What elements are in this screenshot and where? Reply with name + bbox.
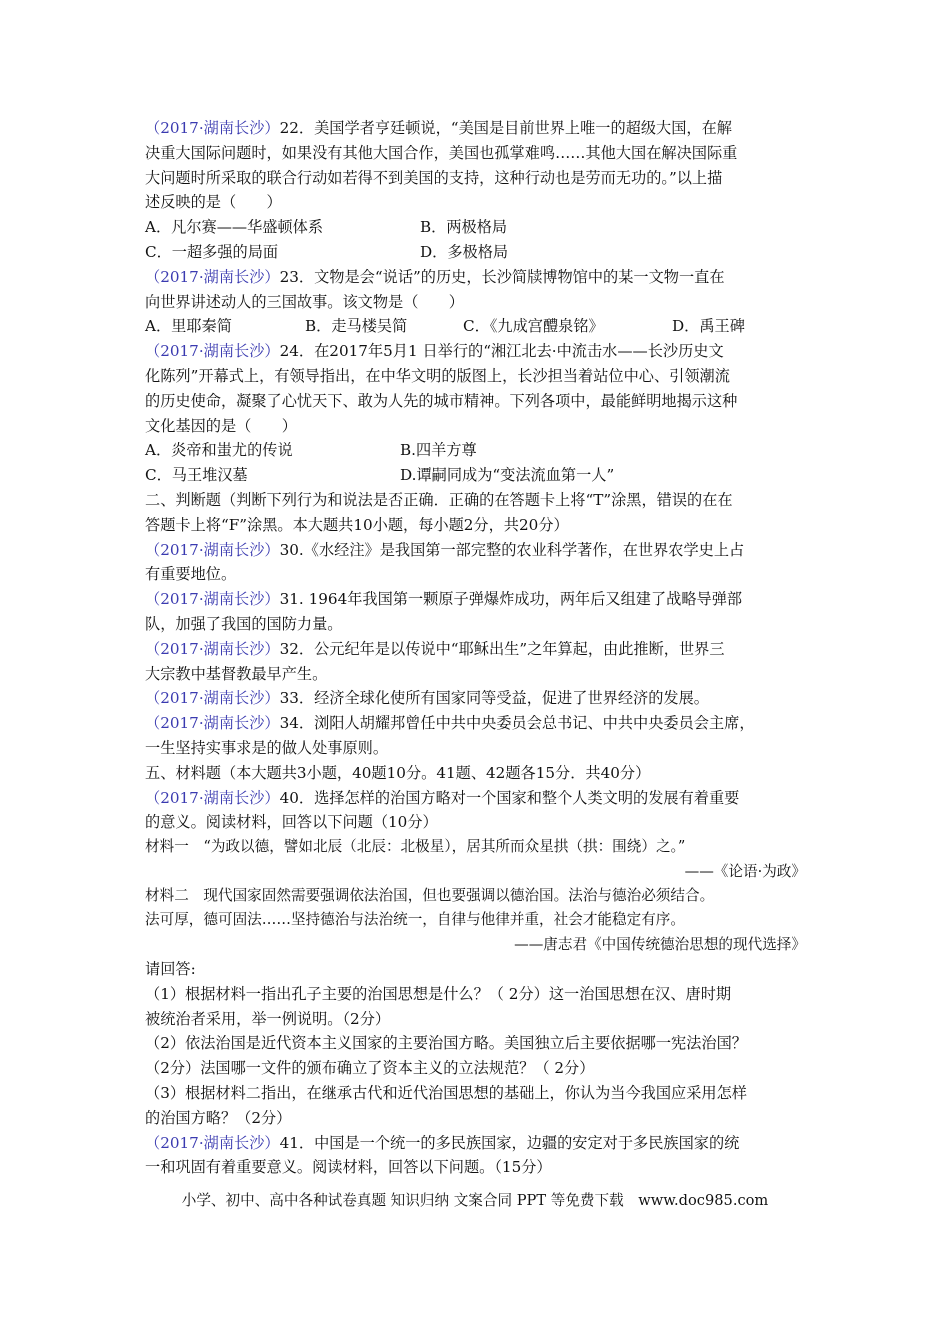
option-b: B．两极格局 (420, 218, 508, 237)
q30-line-1: （2017·湖南长沙）30.《水经注》是我国第一部完整的农业科学著作，在世界农学史上占 (145, 540, 745, 559)
source-tag: （2017·湖南长沙） (145, 788, 280, 807)
source-tag: （2017·湖南长沙） (145, 689, 280, 708)
option-a: A．凡尔赛——华盛顿体系 (145, 218, 324, 237)
q40-sub-2: （2）依法治国是近代资本主义国家的主要治国方略。美国独立后主要依据哪一宪法治国？ (145, 1034, 747, 1053)
option-a: A．里耶秦简 (145, 317, 232, 336)
q31-line-2: 队，加强了我国的国防力量。 (145, 614, 343, 633)
material-2-line-1: 材料二 现代国家固然需要强调依法治国，但也要强调以德治国。法治与德治必须结合。 (145, 886, 715, 904)
q23-options-row (145, 314, 810, 339)
source-tag: （2017·湖南长沙） (145, 540, 280, 559)
q24-line-2: 化陈列”开幕式上，有领导指出，在中华文明的版图上，长沙担当着站位中心、引领潮流 (145, 366, 730, 385)
q22-line-4: 述反映的是（ ） (145, 193, 282, 212)
q22-options-row-2 (145, 240, 810, 265)
q24-line-3: 的历史使命，凝聚了心忧天下、敢为人先的城市精神。下列各项中，最能鲜明地揭示这种 (145, 391, 738, 410)
source-tag: （2017·湖南长沙） (145, 714, 280, 733)
q24-options-row-2 (145, 463, 810, 488)
source-tag: （2017·湖南长沙） (145, 267, 280, 286)
q22-options-row-1 (145, 215, 810, 240)
option-c: C．马王堆汉墓 (145, 466, 248, 485)
exam-page (145, 116, 810, 1180)
q40-line-1: （2017·湖南长沙）40．选择怎样的治国方略对一个国家和整个人类文明的发展有着重要 (145, 788, 740, 807)
material-1: 材料一 “为政以德，譬如北辰（北辰：北极星），居其所而众星拱（拱：围绕）之。” (145, 838, 686, 856)
q23-line-1: （2017·湖南长沙）23．文物是会“说话”的历史，长沙简牍博物馆中的某一文物一直在 (145, 267, 725, 286)
section-5-heading: 五、材料题（本大题共3小题，40题10分。41题、42题各15分．共40分） (145, 763, 651, 782)
option-b: B.四羊方尊 (400, 441, 477, 460)
answer-prompt: 请回答: (145, 960, 196, 979)
q40-sub-3: （3）根据材料二指出，在继承古代和近代治国思想的基础上，你认为当今我国应采用怎样 (145, 1084, 747, 1103)
q33-line-1: （2017·湖南长沙）33．经济全球化使所有国家同等受益，促进了世界经济的发展。 (145, 689, 709, 708)
material-2-source: ——唐志君《中国传统德治思想的现代选择》 (514, 935, 806, 953)
option-d: D．禹王碑 (672, 317, 745, 336)
option-d: D.谭嗣同成为“变法流血第一人” (400, 466, 615, 485)
q22-line-3: 大问题时所采取的联合行动如若得不到美国的支持，这种行动也是劳而无功的。”以上描 (145, 168, 723, 187)
q40-sub-1: （1）根据材料一指出孔子主要的治国思想是什么？（ 2分）这一治国思想在汉、唐时期 (145, 984, 732, 1003)
q31-line-1: （2017·湖南长沙）31. 1964年我国第一颗原子弹爆炸成功，两年后又组建了战略导弹部 (145, 590, 743, 609)
option-b: B．走马楼吴简 (305, 317, 408, 336)
q32-line-1: （2017·湖南长沙）32．公元纪年是以传说中“耶稣出生”之年算起，由此推断，世界三 (145, 639, 725, 658)
q24-line-4: 文化基因的是（ ） (145, 416, 297, 435)
source-tag: （2017·湖南长沙） (145, 1133, 280, 1152)
q22-line-2: 决重大国际问题时，如果没有其他大国合作，美国也孤掌难鸣……其他大国在解决国际重 (145, 143, 738, 162)
q34-line-2: 一生坚持实事求是的做人处事原则。 (145, 738, 388, 757)
q30-line-2: 有重要地位。 (145, 565, 237, 584)
q40-sub-3-cont: 的治国方略？（2分） (145, 1108, 292, 1127)
section-2-heading: 二、判断题（判断下列行为和说法是否正确．正确的在答题卡上将“T”涂黑，错误的在在 (145, 490, 733, 509)
option-d: D．多极格局 (420, 242, 509, 261)
source-tag: （2017·湖南长沙） (145, 342, 280, 361)
q24-line-1: （2017·湖南长沙）24．在2017年5月1 日举行的“湘江北去·中流击水——长沙历史文 (145, 342, 724, 361)
material-1-source: ——《论语·为政》 (684, 862, 806, 880)
option-c: C．《九成宫醴泉铭》 (463, 317, 604, 336)
option-a: A．炎帝和蚩尤的传说 (145, 441, 293, 460)
option-c: C．一超多强的局面 (145, 242, 279, 261)
q34-line-1: （2017·湖南长沙）34．浏阳人胡耀邦曾任中共中央委员会总书记、中共中央委员会主席， (145, 714, 755, 733)
q22-line-1: （2017·湖南长沙）22．美国学者亨廷顿说，“美国是目前世界上唯一的超级大国，在解 (145, 119, 732, 137)
source-tag: （2017·湖南长沙） (145, 639, 280, 658)
q23-line-2: 向世界讲述动人的三国故事。该文物是（ ） (145, 292, 464, 311)
q41-line-1: （2017·湖南长沙）41．中国是一个统一的多民族国家，边疆的安定对于多民族国家的统 (145, 1133, 740, 1152)
source-tag: （2017·湖南长沙） (145, 119, 280, 137)
material-2-line-2: 法可厚，德可固法……坚持德治与法治统一，自律与他律并重，社会才能稳定有序。 (145, 911, 685, 929)
q40-sub-1-cont: 被统治者采用，举一例说明。（2分） (145, 1009, 391, 1028)
section-2-heading-cont: 答题卡上将“F”涂黑。本大题共10小题，每小题2分，共20分） (145, 515, 569, 534)
q41-line-2: 一和巩固有着重要意义。阅读材料，回答以下问题。（15分） (145, 1158, 552, 1177)
q24-options-row-1 (145, 438, 810, 463)
page-footer: 小学、初中、高中各种试卷真题 知识归纳 文案合同 PPT 等免费下载 www.doc985.com (181, 1192, 769, 1209)
q40-sub-2-cont: （2分）法国哪一文件的颁布确立了资本主义的立法规范？（ 2分） (145, 1059, 595, 1078)
source-tag: （2017·湖南长沙） (145, 590, 280, 609)
q40-line-2: 的意义。阅读材料，回答以下问题（10分） (145, 813, 438, 832)
q32-line-2: 大宗教中基督教最早产生。 (145, 664, 328, 683)
